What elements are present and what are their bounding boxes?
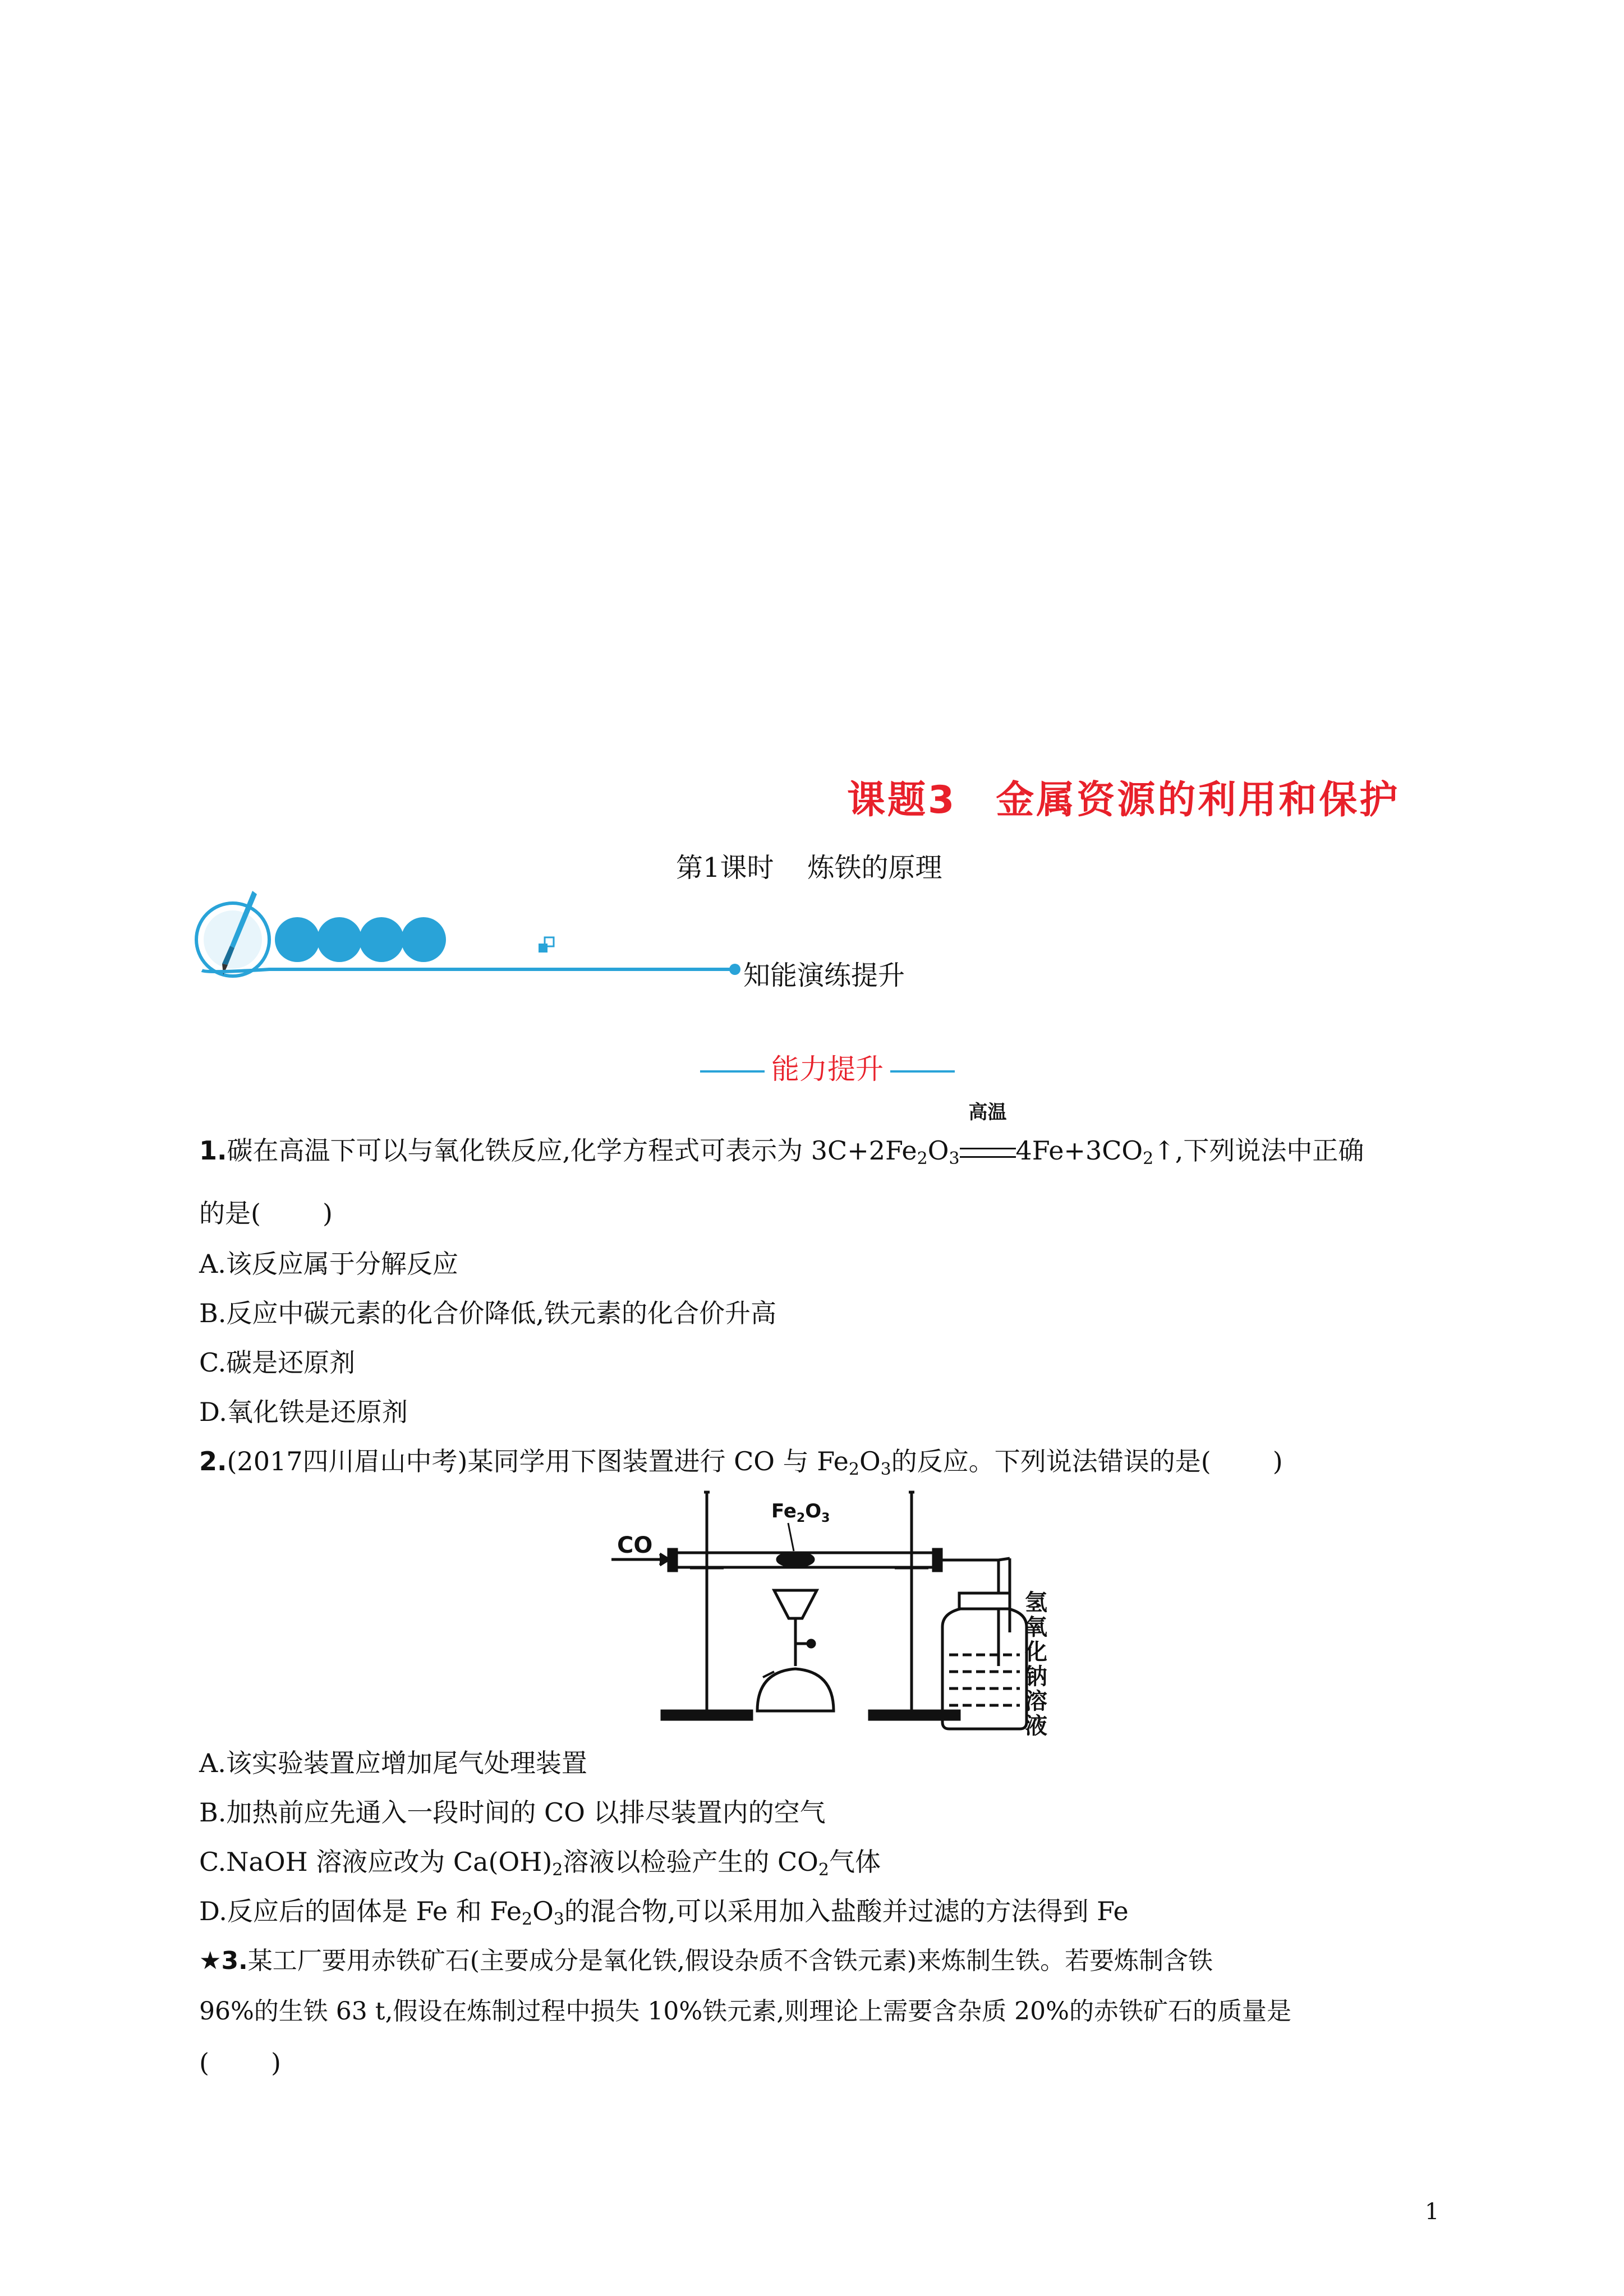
section-heading-text: 能力提升 bbox=[771, 1053, 884, 1085]
q1-sub-c: 2 bbox=[1143, 1149, 1154, 1168]
banner-label: 知能演练提升 bbox=[743, 960, 905, 991]
q2-text-b: O bbox=[859, 1446, 881, 1476]
naoh-label-char: 液 bbox=[1025, 1713, 1047, 1739]
banner-dot-1 bbox=[275, 917, 320, 962]
q1-option-c: C.碳是还原剂 bbox=[199, 1347, 356, 1378]
q3-line-1 bbox=[199, 1949, 1213, 1973]
lesson-title-text: 金属资源的利用和保护 bbox=[996, 778, 1400, 822]
q2-option-d-text-3: 的混合物,可以采用加入盐酸并过滤的方法得到 Fe bbox=[564, 1896, 1129, 1926]
fe2o3-label: $Fe_2O_3$ bbox=[771, 1500, 830, 1525]
q1-stem-cont bbox=[199, 1200, 333, 1226]
q2-stem bbox=[199, 1446, 1283, 1479]
q3-number: ★3. bbox=[199, 1947, 248, 1975]
iron-stand-left bbox=[662, 1492, 752, 1719]
banner-end-dot bbox=[729, 964, 740, 975]
naoh-label-char: 化 bbox=[1025, 1639, 1047, 1665]
reaction-condition-label: 高温 bbox=[968, 1101, 1007, 1124]
q1-option-b: B.反应中碳元素的化合价降低,铁元素的化合价升高 bbox=[199, 1298, 777, 1328]
q1-text-f: ) bbox=[322, 1198, 333, 1228]
banner-dot-4 bbox=[401, 917, 446, 962]
q2-option-d-sub-1: 2 bbox=[521, 1910, 533, 1929]
q3-paren-close: ) bbox=[270, 2047, 281, 2078]
square-icon-1 bbox=[539, 944, 548, 953]
q2-option-a: A.该实验装置应增加尾气处理装置 bbox=[199, 1748, 587, 1778]
iron-stand-right bbox=[869, 1492, 959, 1719]
q2-option-c bbox=[199, 1847, 881, 1880]
subtitle-period: 第1课时 bbox=[676, 852, 774, 884]
q2-option-c-text-2: 溶液以检验产生的 CO bbox=[563, 1847, 818, 1877]
q1-text-c: 4Fe+3CO bbox=[1015, 1135, 1143, 1166]
naoh-label-char: 溶 bbox=[1025, 1688, 1047, 1714]
banner-dot-2 bbox=[317, 917, 362, 962]
equals-sign bbox=[960, 1148, 1016, 1158]
q1-stem bbox=[199, 1101, 1364, 1168]
q2-text-c: 的反应。下列说法错误的是( bbox=[891, 1446, 1211, 1476]
q1-sub-a: 2 bbox=[917, 1149, 928, 1168]
q1-text-a: 碳在高温下可以与氧化铁反应,化学方程式可表示为 3C+2Fe bbox=[227, 1135, 917, 1166]
naoh-label-char: 氢 bbox=[1025, 1590, 1047, 1616]
q1-sub-b: 3 bbox=[949, 1149, 960, 1168]
q1-option-a: A.该反应属于分解反应 bbox=[199, 1249, 458, 1279]
banner-graphic bbox=[191, 886, 752, 993]
fe2o3-sample bbox=[778, 1553, 813, 1566]
page-number: 1 bbox=[1425, 2199, 1439, 2225]
co-label: CO bbox=[617, 1533, 653, 1558]
q3-line-2: 96%的生铁 63 t,假设在炼制过程中损失 10%铁元素,则理论上需要含杂质 20%的赤铁矿石的质量是 bbox=[199, 1997, 1291, 2026]
section-heading bbox=[693, 1047, 961, 1087]
q2-option-d-text-2: O bbox=[532, 1896, 554, 1926]
q2-text-a: (2017四川眉山中考)某同学用下图装置进行 CO 与 Fe bbox=[227, 1446, 849, 1476]
gas-washing-bottle bbox=[942, 1558, 1027, 1729]
section-rule-left bbox=[700, 1070, 765, 1073]
subtitle-topic: 炼铁的原理 bbox=[807, 852, 942, 884]
q2-option-d-text-1: D.反应后的固体是 Fe 和 Fe bbox=[199, 1896, 522, 1926]
q1-text-e: 的是( bbox=[199, 1198, 261, 1228]
q2-option-d-sub-2: 3 bbox=[553, 1910, 564, 1929]
naoh-label-char: 氧 bbox=[1025, 1614, 1047, 1640]
banner-dot-3 bbox=[359, 917, 404, 962]
q2-option-c-text-3: 气体 bbox=[829, 1847, 881, 1877]
q2-sub-a: 2 bbox=[848, 1460, 859, 1479]
q2-text-d: ) bbox=[1272, 1446, 1283, 1476]
q3-text-1: 某工厂要用赤铁矿石(主要成分是氧化铁,假设杂质不含铁元素)来炼制生铁。若要炼制含铁 bbox=[247, 1947, 1213, 1975]
alcohol-burner bbox=[757, 1590, 834, 1711]
apparatus-figure bbox=[606, 1487, 1055, 1739]
fe2o3-pointer bbox=[788, 1523, 794, 1551]
q2-option-c-text-1: C.NaOH 溶液应改为 Ca(OH) bbox=[199, 1847, 553, 1877]
q1-text-b: O bbox=[927, 1135, 949, 1166]
q2-option-b: B.加热前应先通入一段时间的 CO 以排尽装置内的空气 bbox=[199, 1797, 826, 1828]
q2-option-c-sub-2: 2 bbox=[818, 1860, 829, 1880]
banner-underline bbox=[202, 969, 735, 972]
lesson-title-number: 课题3 bbox=[847, 778, 957, 822]
q2-number: 2. bbox=[199, 1446, 227, 1476]
q1-number: 1. bbox=[199, 1135, 227, 1166]
section-rule-right bbox=[890, 1070, 955, 1073]
q2-sub-b: 3 bbox=[880, 1460, 891, 1479]
lesson-subtitle bbox=[676, 846, 942, 885]
q1-option-d: D.氧化铁是还原剂 bbox=[199, 1397, 408, 1427]
q2-option-c-sub-1: 2 bbox=[552, 1860, 563, 1880]
q3-line-3 bbox=[199, 2047, 281, 2078]
q2-option-d bbox=[199, 1896, 1129, 1929]
naoh-label bbox=[1022, 1590, 1050, 1738]
reaction-condition bbox=[960, 1101, 1016, 1163]
q3-paren-open: ( bbox=[199, 2047, 209, 2078]
lesson-title bbox=[847, 770, 1400, 824]
q1-text-d: ↑,下列说法中正确 bbox=[1153, 1135, 1364, 1166]
naoh-label-char: 钠 bbox=[1025, 1664, 1047, 1690]
